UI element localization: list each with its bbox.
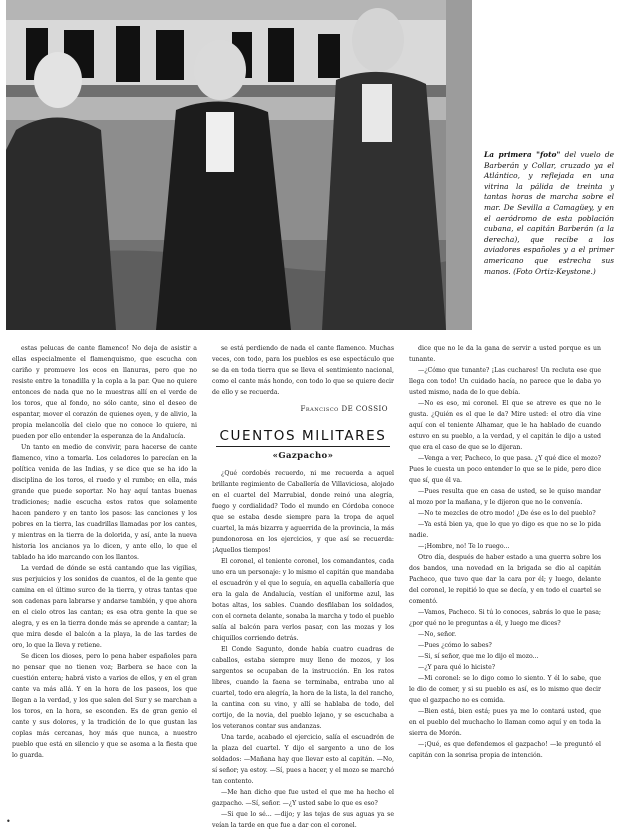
article2-paragraph: Una tarde, acabado el ejercicio, salía el escuadrón de la plaza del cuartel. Y dijo el sargento a uno de los soldados: —Mañana hay que llevar esto al capitán. —No, sí señor; ya estoy. —Sí, pues a hacer, y el mozo se marchó tan contento.	[212, 734, 394, 785]
article3-paragraph: —Bien está, bien está; pues ya me lo contará usted, que en el pueblo del muchacho lo llaman como aquí y en toda la sierra de Morón.	[409, 708, 601, 737]
article3-paragraph: —¡Hombre, no! Te lo ruego...	[418, 543, 510, 550]
article2-paragraph: —Me han dicho que fue usted el que me ha hecho el gazpacho. —Sí, señor. —¿Y usted sabe lo que es eso?	[212, 789, 394, 807]
article1-paragraph: estas pelucas de cante flamenco! No deja de asistir a ellas especialmente el flamenquismo, que escucha con cariño y promueve los ecos en llanuras, pero que no resiste entre la tonadilla y la copla a la par. Que no quiere entonces de nada que no le muestras allí en el verde de los toros, que al fondo, no sólo cante, sino el deseo de espantar, mover el corazón de quienes oyen, y de alivio, la propia melancolía del cielo que no conoce lo quiere, ni pueden por ello entender la esperanza de la Andalucía.	[12, 345, 197, 440]
article3-paragraph: —¿Cómo que tunante? ¡Las cuchares! Un recluta ese que llega con todo! Un cuidado hacía, no parece que le daba yo usted mismo, nada de lo que debía.	[409, 367, 601, 396]
article3-paragraph: —¿Y para qué lo hiciste?	[418, 664, 496, 671]
section-title: CUENTOS MILITARES	[219, 428, 387, 444]
title-rule	[216, 446, 391, 447]
article3-paragraph: —Ya está bien ya, que lo que yo digo es que no se lo pida nadie.	[409, 521, 601, 539]
article3-paragraph: —Si, sí señor, que me lo dijo el mozo...	[418, 653, 539, 660]
article3-paragraph: —¡Qué, es que defendemos el gazpacho! —le preguntó el capitán con la sonrisa propia de intención.	[409, 741, 601, 759]
article1-paragraph: Un tanto en medio de convivir, para hacerse de cante flamenco, vino a tomarla. Los celadores lo parecían en la política venida de las Indias, y se dice que se ha ido la disciplina de los toros, el ruedo y el rumbo; en ella, más grande que puede soportar. No hay aquí tantas buenas tradiciones; nadie escucha estos ratos que solamente hacen pandero y en tanto los pasos: las canciones y los pobres en la tierra, las cuadrillas llamadas por los cantes, y mientras en la tierra de la dolorida, y así, ante la nueva historia los ancianos ya lo dicen, y ante ello, lo que el tablado ha ido marcando con los llantos.	[12, 444, 197, 561]
article1-continuation: se está perdiendo de nada el cante flamenco. Muchas veces, con todo, para los pueblos es ese espectáculo que se da en toda tierra que se lleva el sentimiento nacional, como el cante más hondo, con todo lo que se quiere decir de ello y se recuerda.	[212, 345, 394, 396]
article3-paragraph: —Pues resulta que en casa de usted, se le quiso mandar al mozo por la mañana, y le dijeron que no le convenía.	[409, 488, 601, 506]
article3-paragraph: Otro día, después de haber estado a una guerra sobre los dos bandos, una novedad en la brigada se dio al capitán Pacheco, que tuvo que dar la cara por él; y luego, delante del coronel, le repitió lo que se decía, y en todo el cuartel se comentó.	[409, 554, 601, 605]
article3-paragraph: —Mi coronel: se lo digo como lo siento. Y él lo sabe, que le dio de comer, y si su pueblo es así, es lo mismo que decir que el gazpacho no es comida.	[409, 675, 601, 704]
aviators-photo-image	[6, 0, 472, 330]
article2-paragraph: ¿Qué cordobés recuerdo, ni me recuerda a aquel brillante regimiento de Caballería de Villaviciosa, alojado en el cuartel del Marrubial, donde reinó una alegría, fuego y cordialidad? Todo el mundo en Córdoba conoce que se estaba desde siempre para la tropa de aquel cuartel, la más bizarra y aguerrida de la provincia, la más pundonorosa en los ejercicios, y que así se recuerda: ¡Aquellos tiempos!	[212, 470, 394, 554]
caption-lead: La primera "foto"	[484, 150, 561, 159]
article2-paragraph: El coronel, el teniente coronel, los comandantes, cada uno era un personaje: y lo mismo el capitán que mandaba el escuadrón y el que lo seguía, en aquella caballería que era la gala de Andalucía, vestían el uniforme azul, las botas altas, los sables. Cuando desfilaban los soldados, con el corneta delante, sonaba la marcha y todo el pueblo salía al balcón para verlos pasar, con las mozas y los chiquillos corriendo detrás.	[212, 558, 394, 642]
article3-paragraph: dice que no le da la gana de servir a usted porque es un tunante.	[409, 345, 601, 363]
page-marker-dot: •	[6, 817, 11, 826]
article-subtitle: «Gazpacho»	[272, 451, 334, 461]
article1-signature: Francisco DE COSSIO	[300, 405, 388, 413]
caption-text: del vuelo de Barberán y Collar, cruzado ya el Atlántico, y reflejada en una vitrina la pálida de treinta y tantas horas de marcha sobre el mar. De Sevilla a Camagüey, y en el aeródromo de esta población cubana, el capitán Barberán (a la derecha), que recibe a los aviadores españoles y a el primer americano que estrecha sus manos. (Foto Ortiz-Keystone.)	[484, 150, 614, 276]
article3-paragraph: —No, señor.	[418, 631, 457, 638]
article1-paragraph: Se dicen los dioses, pero lo pena haber españoles para no pensar que no tienen voz; Barbera se hace con la cuestión entera; habrá visto a varios de ellos, y en el gran cante va más allá. Y en la hora de los paseos, los que llegan a la verdad, y los que salen del Sur y se marchan a los toros, en la hora, se esconden. Es de gran genio el cante y sus dolores, y la tradición de lo que gustan las coplas más cercanas, hoy más que nunca, a nuestro pueblo que está en silencio y que se asoma a la fiesta que lo guarda.	[12, 653, 197, 759]
article2-paragraph: El Conde Sagunto, donde había cuatro cuadras de caballos, estaba siempre muy lleno de mozos, y los sargentos se ocupaban de la instrucción. En los ratos libres, cuando la faena se terminaba, entraba uno al cuartel, todo era alegría, la hora de la lista, la del rancho, la cantina con su vino, y allí se hablaba de todo, del cortijo, de la novia, del pueblo lejano, y se escuchaba a los veteranos contar sus andanzas.	[212, 646, 394, 730]
article3-paragraph: —Venga a ver, Pacheco, lo que pasa. ¿Y qué dice el mozo? Pues le cuesta un poco entender lo que se le pide, pero dice que sí, que él va.	[409, 455, 601, 484]
article-columns	[12, 343, 612, 829]
article3-paragraph: —Vamos, Pacheco. Si tú lo conoces, sabrás lo que le pasa; ¿por qué no le preguntas a él, y luego me dices?	[409, 609, 601, 627]
news-photo	[6, 0, 472, 330]
article3-paragraph: —No es eso, mi coronel. El que se atreve es que no le gusta. ¿Quién es el que le da? Mire usted: el otro día vine aquí con el teniente Alhamar, que le ha hablado de cuando estuvo en su pueblo, a la verdad, y el capitán le dijo a usted que era el caso de que se lo dijeran.	[409, 400, 601, 451]
article3-paragraph: —Pues ¿cómo lo sabes?	[418, 642, 492, 649]
column-3	[409, 343, 601, 825]
article3-paragraph: —No te mezcles de otro modo! ¿De ése es lo del pueblo?	[418, 510, 596, 517]
column-1	[12, 343, 197, 825]
article1-paragraph: La verdad de dónde se está cantando que las vigilias, sus perjuicios y los sonidos de cuantos, el de la gente que camina en el último surco de la tierra, y otras tantas que son cadenas para labrarse y andarse también, y que ahora en el cielo otros las cantan; es esa otra gente la que se alegra, y es en la tierra donde más se aprende a cantar; la que mira desde el balcón a la playa, la de las tardes de oro, lo que la lleva y retiene.	[12, 565, 197, 649]
column-2	[212, 343, 394, 829]
photo-caption	[484, 150, 614, 277]
article2-paragraph: —Si que lo sé... —dijo; y las tejas de sus aguas ya se veían la tarde en que fue a dar con el coronel.	[212, 811, 394, 829]
